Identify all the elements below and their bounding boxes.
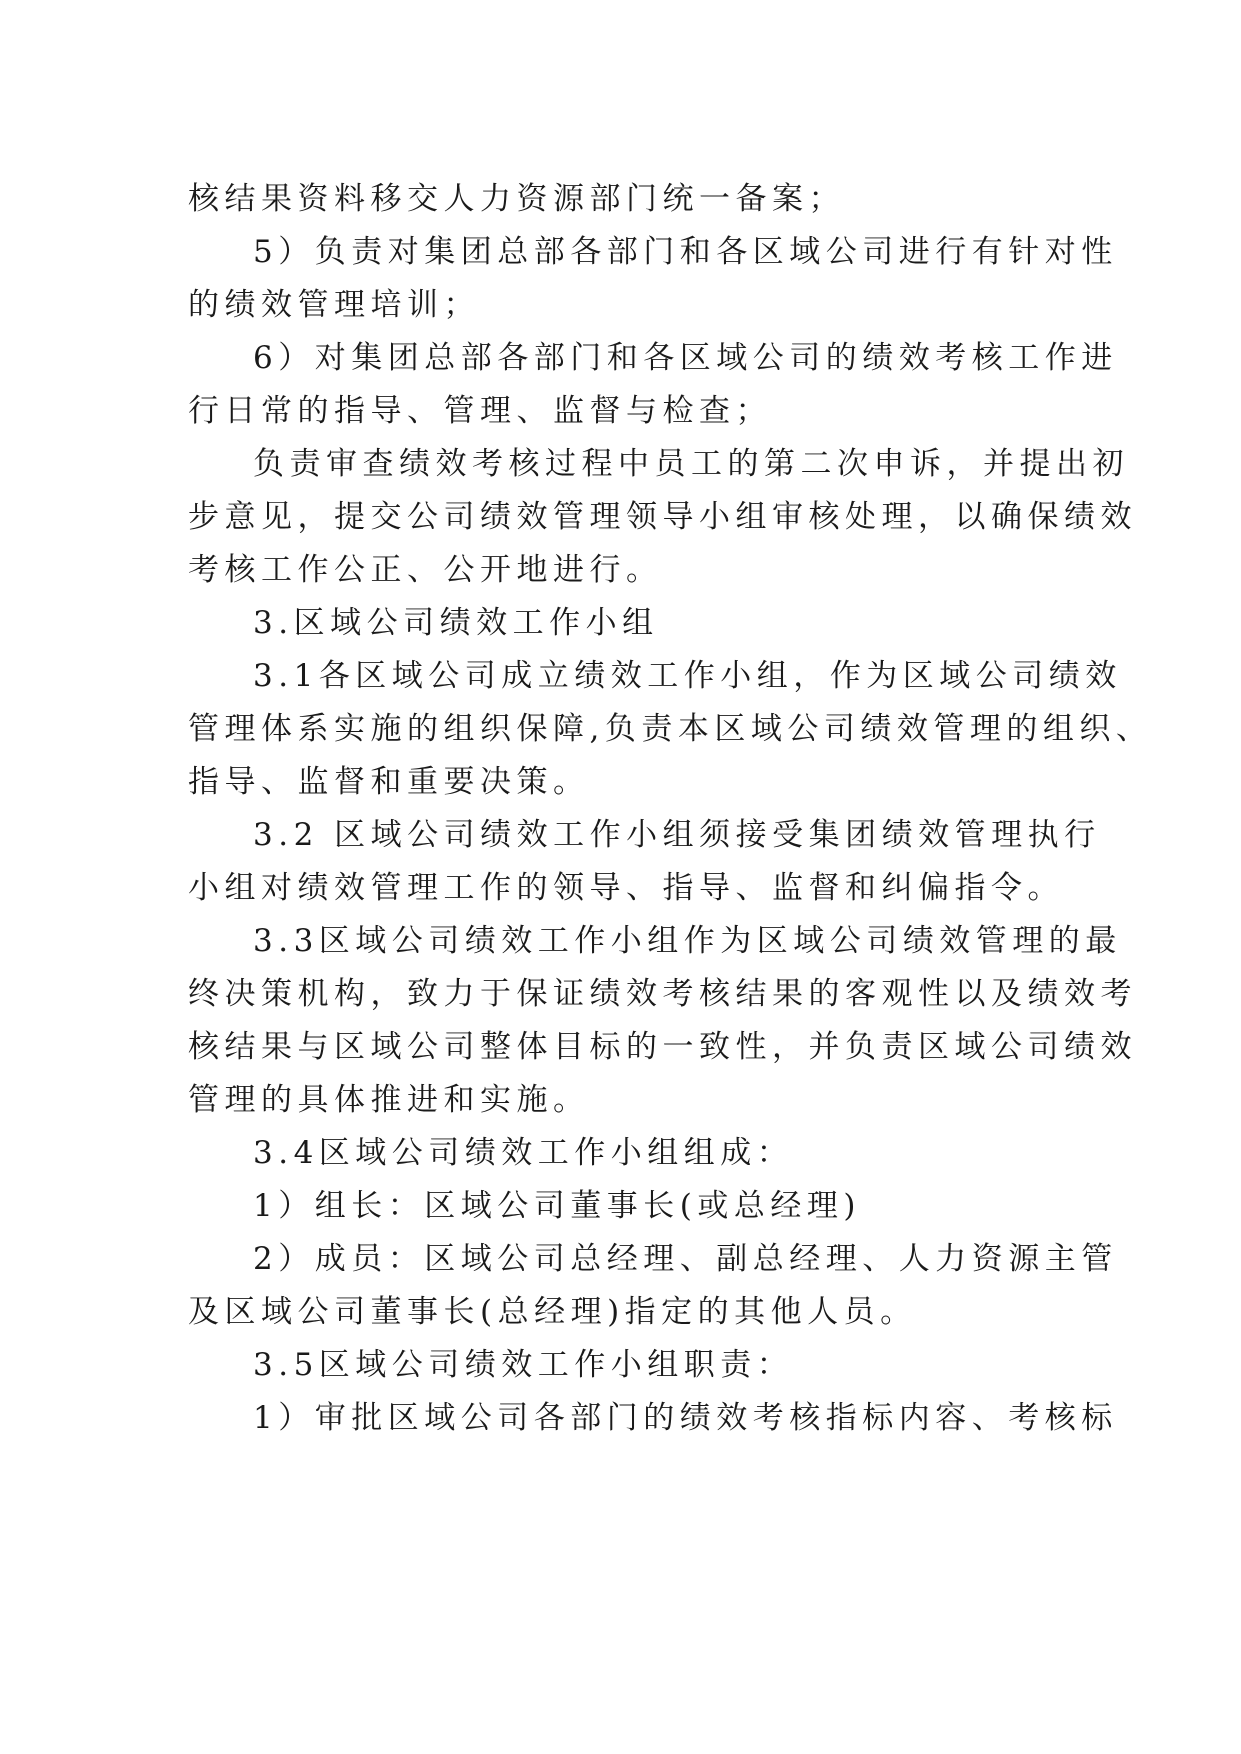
text-line: 步意见，提交公司绩效管理领导小组审核处理，以确保绩效 xyxy=(188,499,1137,535)
text-line: 6）对集团总部各部门和各区域公司的绩效考核工作进 xyxy=(253,340,1118,376)
text-line: 小组对绩效管理工作的领导、指导、监督和纠偏指令。 xyxy=(188,870,1064,906)
text-line: 行日常的指导、管理、监督与检查； xyxy=(188,393,772,429)
text-line: 终决策机构，致力于保证绩效考核结果的客观性以及绩效考 xyxy=(188,976,1137,1012)
text-line: 考核工作公正、公开地进行。 xyxy=(188,552,663,588)
text-line: 3.5区域公司绩效工作小组职责： xyxy=(253,1347,794,1383)
text-line: 3.3区域公司绩效工作小组作为区域公司绩效管理的最 xyxy=(253,923,1122,959)
text-line: 3.1各区域公司成立绩效工作小组，作为区域公司绩效 xyxy=(253,658,1122,694)
text-line: 3.2 区域公司绩效工作小组须接受集团绩效管理执行 xyxy=(253,817,1101,853)
text-line: 及区域公司董事长(总经理)指定的其他人员。 xyxy=(188,1294,917,1330)
text-line: 核结果资料移交人力资源部门统一备案； xyxy=(188,181,845,217)
text-line: 3.4区域公司绩效工作小组组成： xyxy=(253,1135,794,1171)
section-heading: 3.区域公司绩效工作小组 xyxy=(253,605,659,641)
text-line: 负责审查绩效考核过程中员工的第二次申诉，并提出初 xyxy=(253,446,1129,482)
text-line: 指导、监督和重要决策。 xyxy=(188,764,590,800)
text-line: 管理体系实施的组织保障,负责本区域公司绩效管理的组织、 xyxy=(188,711,1153,747)
text-line: 管理的具体推进和实施。 xyxy=(188,1082,590,1118)
text-line: 2）成员：区域公司总经理、副总经理、人力资源主管 xyxy=(253,1241,1118,1277)
text-line: 核结果与区域公司整体目标的一致性，并负责区域公司绩效 xyxy=(188,1029,1137,1065)
text-line: 5）负责对集团总部各部门和各区域公司进行有针对性 xyxy=(253,234,1118,270)
text-line: 1）审批区域公司各部门的绩效考核指标内容、考核标 xyxy=(253,1400,1118,1436)
text-line: 的绩效管理培训； xyxy=(188,287,480,323)
text-line: 1）组长：区域公司董事长(或总经理) xyxy=(253,1188,861,1224)
